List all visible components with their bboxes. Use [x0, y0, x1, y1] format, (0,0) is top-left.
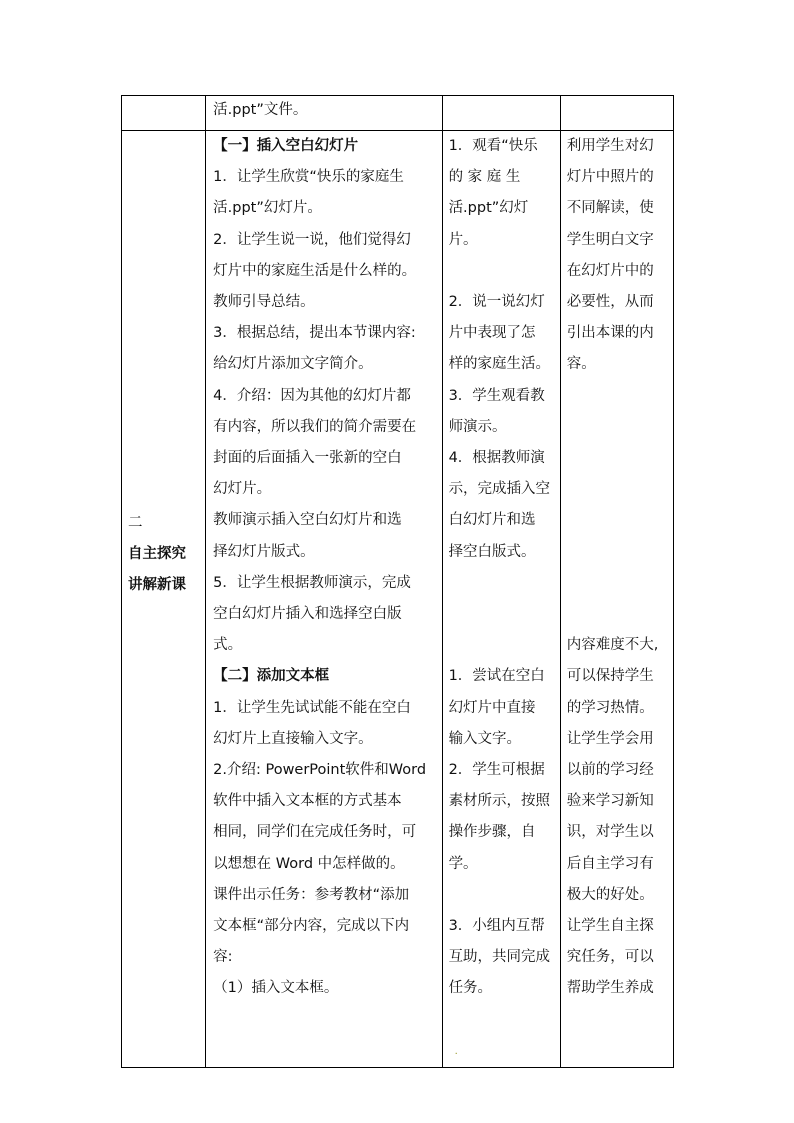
teacher-text-line: 有内容，所以我们的简介需要在 [213, 418, 417, 435]
student-text-line: 幻灯片中直接 [448, 699, 536, 716]
student-text-line: 的 家 庭 生 [448, 169, 521, 186]
cell-design-intent [560, 131, 673, 1068]
design-text-line: 的学习热情。 [566, 699, 654, 716]
teacher-text-line: 2.介绍: PowerPoint软件和Word [213, 762, 427, 779]
teacher-text-line: 容: [213, 949, 233, 966]
student-text-line [449, 256, 556, 287]
teacher-text-line: 幻灯片上直接输入文字。 [213, 730, 373, 747]
design-part1-lines [567, 131, 671, 381]
teacher-part1-lines [213, 162, 436, 661]
section-number: 二 [128, 515, 143, 531]
design-text-line: 后自主学习有 [566, 855, 654, 872]
section-title-line2: 讲解新课 [128, 577, 186, 594]
design-text-line: 让学生学会用 [566, 730, 654, 747]
design-text-line: 必要性，从而 [566, 294, 654, 311]
teacher-text-line: 1．让学生欣赏“快乐的家庭生 [213, 169, 404, 186]
cell-teacher-activity [206, 131, 442, 1068]
teacher-text-line: 教师引导总结。 [213, 294, 315, 311]
design-text-line: 极大的好处。 [566, 886, 654, 903]
table-row-previous [122, 96, 674, 131]
student-text-line: 白幻灯片和选 [448, 512, 536, 529]
student-text-line: 3．学生观看教 [448, 387, 545, 404]
design-text-line: 容。 [566, 356, 596, 373]
teacher-part2-lines [213, 693, 436, 1005]
teacher-text-line: 教师演示插入空白幻灯片和选 [213, 512, 402, 529]
cell-activity-tail [206, 96, 442, 131]
teacher-text-line: 1．让学生先试试能不能在空白 [213, 699, 411, 716]
teacher-text-line: （1）插入文本框。 [213, 980, 339, 997]
teacher-text-line: 4．介绍：因为其他的幻灯片都 [213, 387, 411, 404]
student-part1-lines [449, 131, 556, 568]
cell-student-activity [442, 131, 560, 1068]
student-text-line: 片中表现了怎 [448, 325, 536, 342]
teacher-text-line: 2．让学生说一说，他们觉得幻 [213, 231, 411, 248]
design-text-line: 以前的学习经 [566, 761, 654, 778]
part2-heading: 【二】添加文本框 [213, 668, 330, 685]
trailing-mark: . [454, 1045, 458, 1057]
teacher-text-line: 空白幻灯片插入和选择空白版 [213, 606, 402, 623]
student-text-line: 输入文字。 [448, 730, 522, 747]
table-row-explore [122, 131, 674, 1068]
teacher-text-line: 5．让学生根据教师演示，完成 [213, 574, 411, 591]
teacher-text-line: 封面的后面插入一张新的空白 [213, 450, 402, 467]
cell-design-empty [560, 96, 673, 131]
teacher-text-line: 幻灯片。 [213, 481, 272, 498]
design-text-line: 究任务，可以 [566, 949, 654, 966]
teacher-text-line: 择幻灯片版式。 [213, 543, 315, 560]
student-text-line: 择空白版式。 [448, 543, 536, 560]
student-text-line: 师演示。 [448, 418, 507, 435]
student-part2-lines [449, 661, 556, 1004]
cell-section-label [122, 131, 206, 1068]
student-text-line: 1．观看“快乐 [448, 138, 538, 154]
student-text-line: 2．学生可根据 [448, 762, 545, 778]
design-text-line: 可以保持学生 [566, 668, 654, 685]
section-title-line1: 自主探究 [128, 546, 186, 563]
student-text-line: 素材所示，按照 [448, 793, 551, 810]
student-text-line [449, 880, 556, 911]
design-text-line: 学生明白文字 [566, 231, 654, 248]
teacher-text-line: 以想想在 Word 中怎样做的。 [213, 855, 405, 872]
design-text-line: 利用学生对幻 [566, 138, 654, 154]
student-text-line: 4．根据教师演 [448, 450, 545, 467]
design-text-line: 引出本课的内 [566, 325, 654, 342]
part1-heading: 【一】插入空白幻灯片 [213, 138, 359, 154]
design-text-line: 让学生自主探 [566, 917, 654, 934]
student-text-line: 1．尝试在空白 [448, 668, 545, 685]
cell-section-empty [122, 96, 206, 131]
lesson-plan-table [121, 95, 674, 1068]
design-text-line: 帮助学生养成 [566, 980, 654, 997]
cell-student-empty [442, 96, 560, 131]
student-text-line: 示，完成插入空 [448, 481, 551, 498]
teacher-text-line: 3．根据总结，提出本节课内容: [213, 325, 416, 342]
student-text-line: 活.ppt”幻灯片。 [448, 200, 529, 248]
design-text-line: 识，对学生以 [566, 824, 654, 841]
teacher-text-line: 给幻灯片添加文字简介。 [213, 356, 373, 373]
activity-tail-text: 活.ppt”文件。 [213, 102, 308, 118]
student-text-line: 操作步骤，自学。 [448, 824, 536, 872]
teacher-text-line: 课件出示任务：参考教材“添加 [213, 886, 410, 903]
student-text-line: 2．说一说幻灯 [448, 294, 545, 310]
teacher-text-line: 灯片中的家庭生活是什么样的。 [213, 262, 417, 279]
student-text-line: 样的家庭生活。 [448, 356, 551, 373]
design-part2-lines [567, 630, 671, 1004]
teacher-text-line: 相同，同学们在完成任务时，可 [213, 824, 417, 841]
teacher-text-line: 文本框“部分内容，完成以下内 [213, 918, 410, 935]
design-text-line: 验来学习新知 [566, 793, 654, 810]
student-text-line: 互助，共同完成 [448, 949, 551, 966]
teacher-text-line: 活.ppt”幻灯片。 [213, 200, 322, 217]
student-text-line: 任务。 [448, 980, 493, 997]
teacher-text-line: 式。 [213, 637, 243, 654]
design-text-line: 灯片中照片的 [566, 169, 654, 186]
design-text-line: 在幻灯片中的 [566, 262, 654, 279]
design-text-line: 不同解读，使 [566, 200, 654, 217]
student-text-line: 3．小组内互帮 [448, 918, 545, 934]
design-text-line: 内容难度不大, [566, 637, 659, 654]
teacher-text-line: 软件中插入文本框的方式基本 [213, 793, 402, 810]
